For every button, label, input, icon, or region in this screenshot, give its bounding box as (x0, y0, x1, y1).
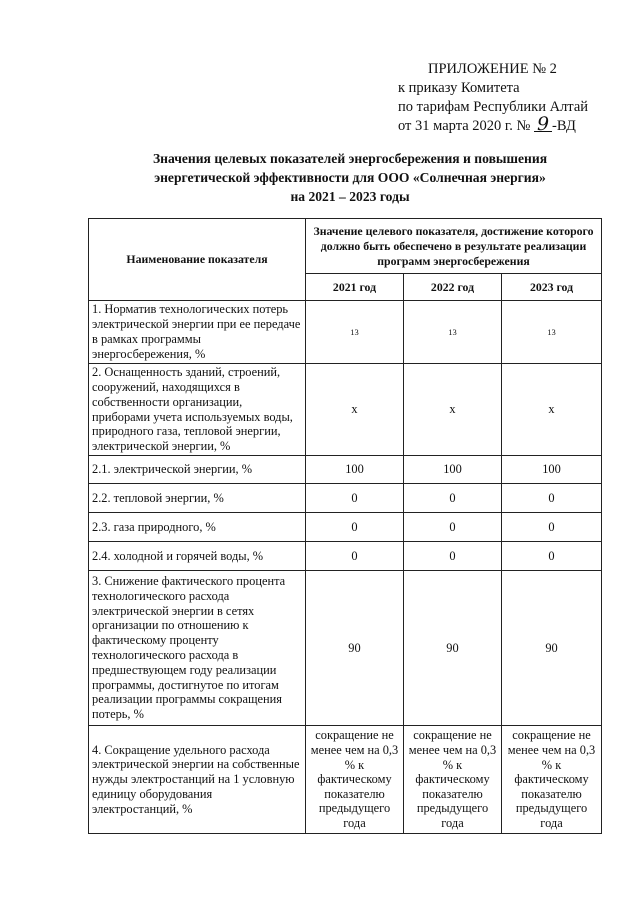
row-value: 0 (404, 542, 502, 571)
table-row (89, 726, 602, 834)
table-row (89, 364, 602, 456)
row-value: 0 (502, 542, 602, 571)
row-value: х (306, 364, 404, 456)
title-line-1: Значения целевых показателей энергосбережения и повышения (152, 151, 548, 166)
row-value: сокращение не менее чем на 0,3 % к фактическому показателю предыдущего года (306, 726, 404, 834)
row-value: 0 (306, 513, 404, 542)
table-row (89, 542, 602, 571)
indicators-table (88, 218, 602, 834)
appendix-committee-line: по тарифам Республики Алтай (398, 99, 589, 115)
row-value: х (502, 364, 602, 456)
header-group: Значение целевого показателя, достижение которого должно быть обеспечено в результате реализации программ энергосбережения (306, 219, 602, 274)
row-value: 0 (306, 542, 404, 571)
table-row (89, 301, 602, 364)
row-value: 0 (306, 484, 404, 513)
row-value: 100 (404, 456, 502, 484)
table-header-row (89, 219, 602, 274)
row-value: 90 (404, 571, 502, 726)
row-value: 0 (502, 513, 602, 542)
appendix-date: от 31 марта 2020 г. № (398, 118, 531, 134)
appendix-date-line (398, 113, 588, 136)
row-name: 2.1. электрической энергии, % (89, 456, 306, 484)
table-row (89, 456, 602, 484)
row-name: 2.4. холодной и горячей воды, % (89, 542, 306, 571)
row-value: 90 (502, 571, 602, 726)
row-name: 3. Снижение фактического процента технологического расхода электрической энергии в сетях организации по отношению к фактическому проценту технологического расхода в предшествующем году реализации программы, достигнутое по итогам реализации программы сокращения потерь, % (89, 571, 306, 726)
table-row (89, 484, 602, 513)
title-line-3: на 2021 – 2023 годы (290, 189, 410, 204)
row-name: 1. Норматив технологических потерь электрической энергии при ее передаче в рамках программы энергосбережения, % (89, 301, 306, 364)
row-value: 100 (502, 456, 602, 484)
row-value: 13 (404, 301, 502, 364)
row-value: 90 (306, 571, 404, 726)
row-value: 0 (404, 513, 502, 542)
header-year-2023: 2023 год (502, 274, 602, 301)
table-row (89, 571, 602, 726)
row-value: сокращение не менее чем на 0,3 % к фактическому показателю предыдущего года (404, 726, 502, 834)
header-name: Наименование показателя (89, 219, 306, 301)
row-name: 2. Оснащенность зданий, строений, сооружений, находящихся в собственности организации, приборами учета используемых воды, природного газа, тепловой энергии, электрической энергии, % (89, 364, 306, 456)
appendix-order-line: к приказу Комитета (398, 80, 520, 96)
row-value: 13 (306, 301, 404, 364)
header-year-2021: 2021 год (306, 274, 404, 301)
title-line-2: энергетической эффективности для ООО «Солнечная энергия» (154, 170, 546, 185)
appendix-block (398, 60, 588, 136)
row-value: 13 (502, 301, 602, 364)
table-row (89, 513, 602, 542)
row-name: 2.2. тепловой энергии, % (89, 484, 306, 513)
row-name: 2.3. газа природного, % (89, 513, 306, 542)
row-value: сокращение не менее чем на 0,3 % к фактическому показателю предыдущего года (502, 726, 602, 834)
row-value: х (404, 364, 502, 456)
appendix-title: ПРИЛОЖЕНИЕ № 2 (428, 61, 557, 77)
document-title (100, 149, 600, 206)
appendix-suffix: -ВД (552, 118, 576, 134)
row-name: 4. Сокращение удельного расхода электрической энергии на собственные нужды электростанций на 1 условную единицу оборудования электростанций, % (89, 726, 306, 834)
row-value: 100 (306, 456, 404, 484)
header-year-2022: 2022 год (404, 274, 502, 301)
handwritten-number: 9 (534, 117, 552, 132)
row-value: 0 (502, 484, 602, 513)
row-value: 0 (404, 484, 502, 513)
